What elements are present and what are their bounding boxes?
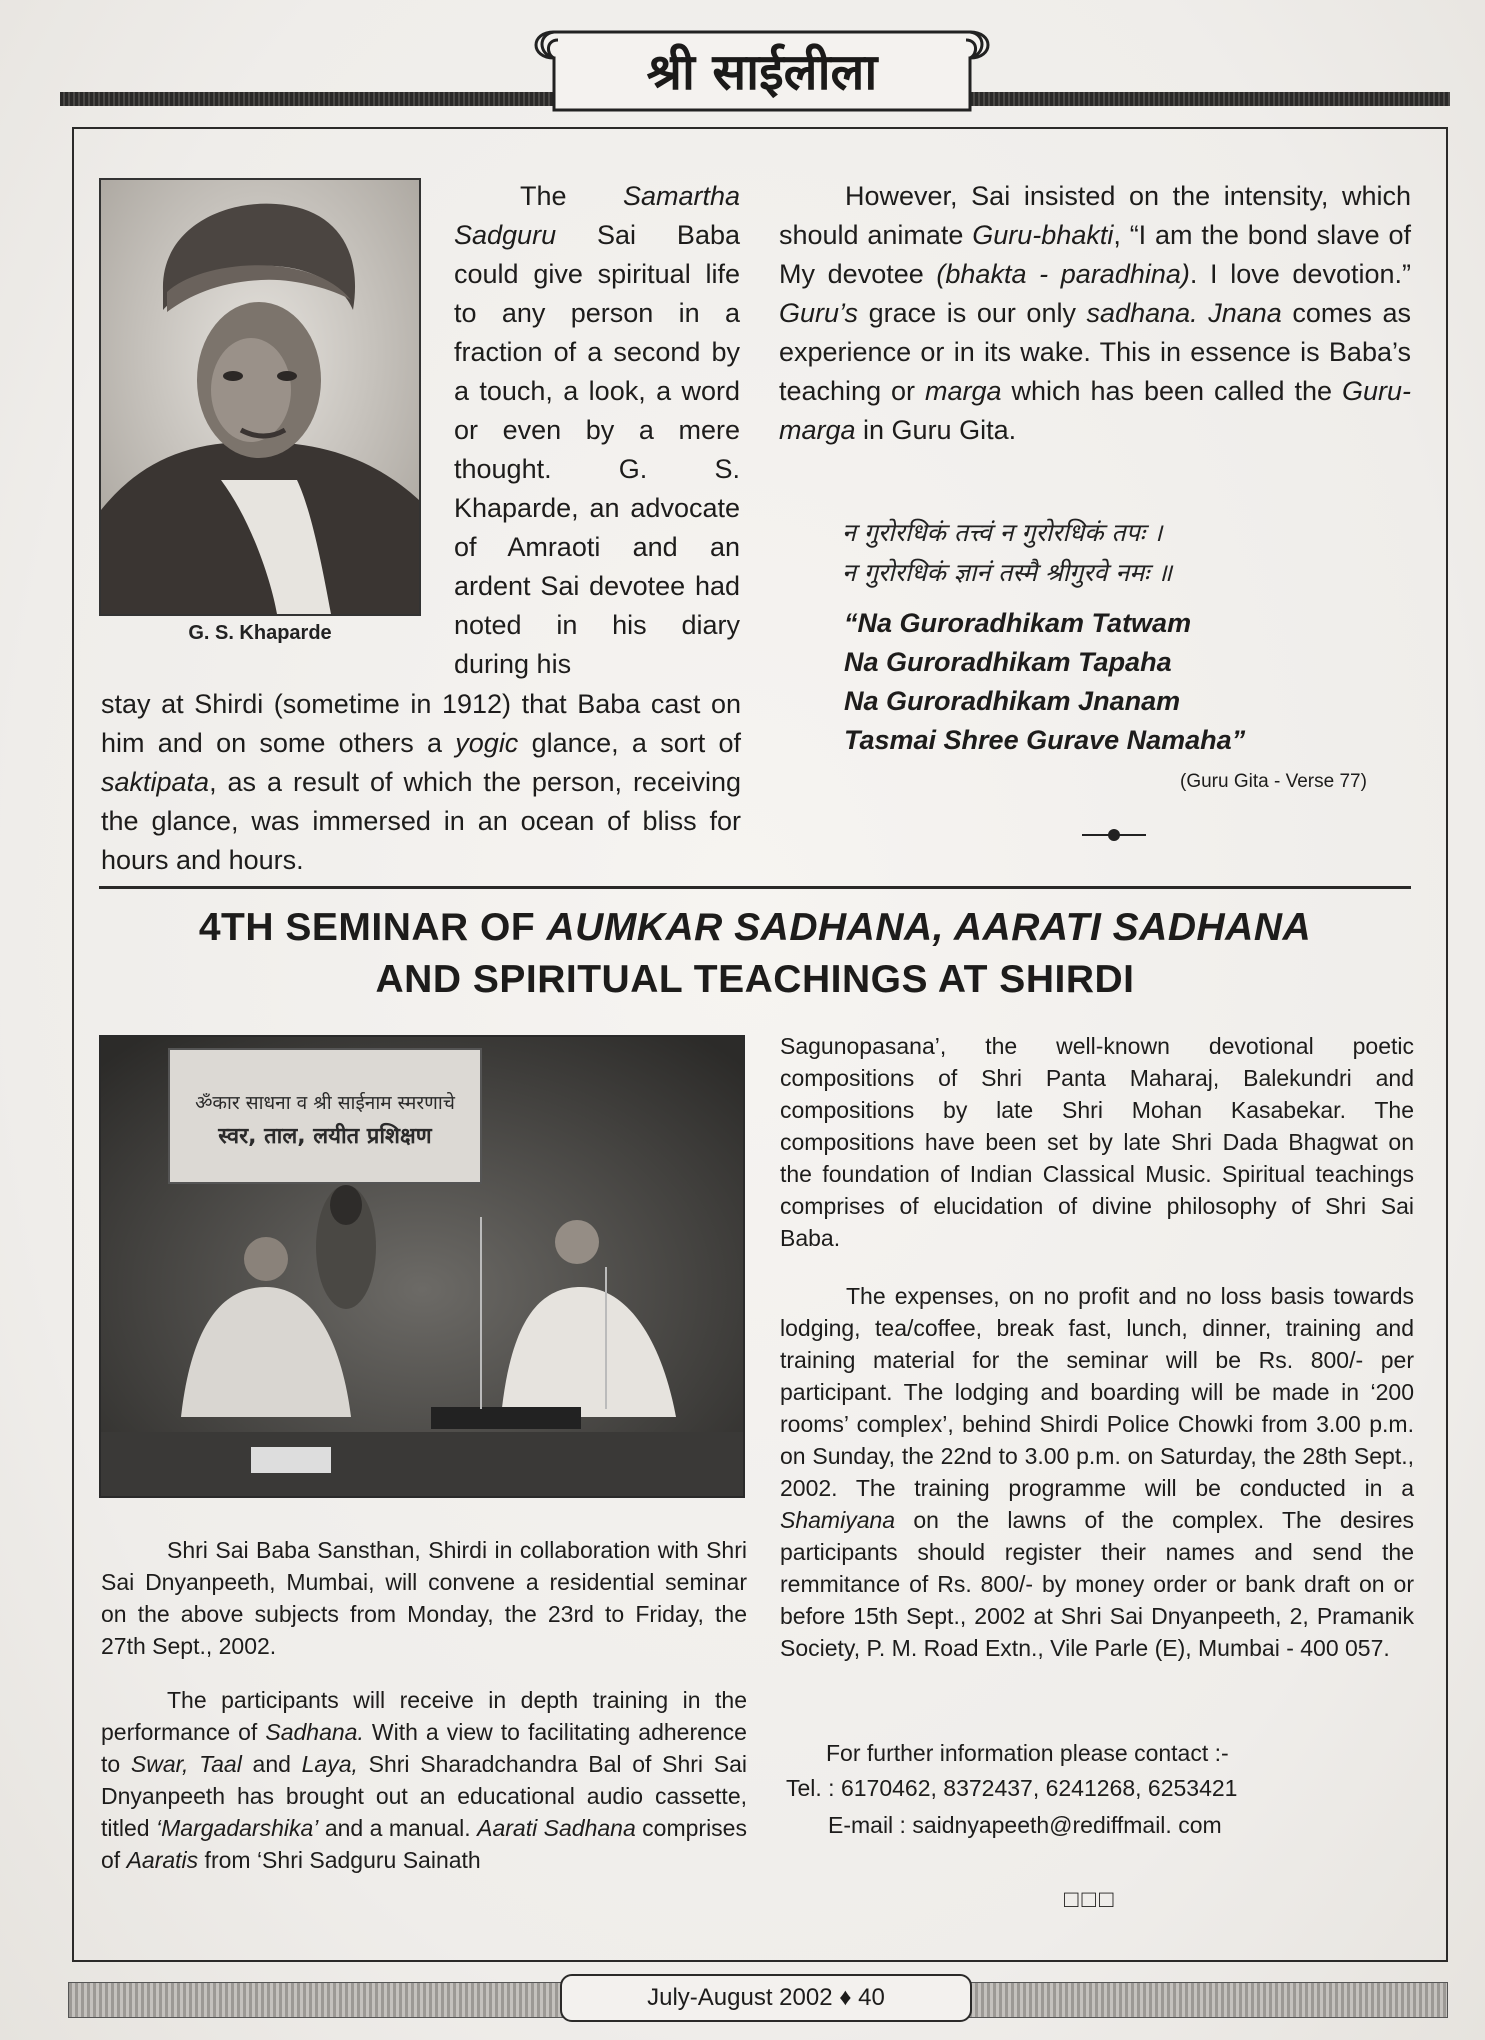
seminar-paragraph-2: The participants will receive in depth training in the performance of Sadhana. With a view to facilitating adherence to Swar, Taal and Laya, Shri Sharadchandra Bal of Shri Sai Dnyanpeeth has brought out an educational audio cassette, titled ‘Margadarshika’ and a manual. Aarati Sadhana comprises of Aaratis from ‘Shri Sadguru Sainath xyxy=(101,1687,748,1873)
verse-line: Na Guroradhikam Tapaha xyxy=(844,647,1172,677)
contact-email: E-mail : saidnyapeeth@rediffmail. com xyxy=(828,1812,1222,1838)
masthead-scroll xyxy=(524,18,1000,122)
footer-issue-page: July-August 2002 ♦ 40 xyxy=(560,1974,972,2022)
masthead-title: श्री साईलीला xyxy=(646,42,878,101)
banner-text-1: ॐकार साधना व श्री साईनाम स्मरणाचे xyxy=(195,1092,455,1114)
verse-line: Tasmai Shree Gurave Namaha” xyxy=(844,725,1246,755)
sanskrit-verse-line-2: न गुरोरधिकं ज्ञानं तस्मै श्रीगुरवे नमः ॥ xyxy=(842,558,1173,587)
intro-full-text: stay at Shirdi (sometime in 1912) that Baba cast on him and on some others a yogic glance, a sort of saktipata, as a result of which the person, receiving the glance, was immersed in an ocean of bliss for hours and hours. xyxy=(101,689,741,875)
contact-telephone: Tel. : 6170462, 8372437, 6241268, 6253421 xyxy=(786,1775,1238,1801)
section-ornament xyxy=(1082,828,1146,842)
banner-text-2: स्वर, ताल, लयीत प्रशिक्षण xyxy=(218,1124,432,1149)
contact-label: For further information please contact :- xyxy=(826,1740,1229,1766)
guru-bhakti-paragraph: However, Sai insisted on the intensity, which should animate Guru-bhakti, “I am the bond slave of My devotee (bhakta - paradhina). I love devotion.” Guru’s grace is our only sadhana. Jnana comes as experience or in its wake. This in essence is Baba’s teaching or marga which has been called the Guru-marga in Guru Gita. xyxy=(779,181,1411,445)
article-heading-line-1: 4TH SEMINAR OF AUMKAR SADHANA, AARATI SADHANA xyxy=(198,906,1312,949)
portrait-photo xyxy=(99,178,421,616)
seminar-paragraph-1: Shri Sai Baba Sansthan, Shirdi in collaboration with Shri Sai Dnyanpeeth, Mumbai, will convene a residential seminar on the above subjects from Monday, the 23rd to Friday, the 27th Sept., 2002. xyxy=(101,1537,747,1659)
end-mark: □□□ xyxy=(1064,1886,1117,1913)
portrait-caption: G. S. Khaparde xyxy=(188,622,332,644)
section-divider xyxy=(99,886,1411,889)
sanskrit-verse-line-1: न गुरोरधिकं तत्त्वं न गुरोरधिकं तपः । xyxy=(842,518,1163,547)
verse-line: “Na Guroradhikam Tatwam xyxy=(844,608,1192,638)
seminar-photo xyxy=(99,1035,745,1498)
verse-source: (Guru Gita - Verse 77) xyxy=(1180,771,1367,792)
verse-line: Na Guroradhikam Jnanam xyxy=(844,686,1181,716)
article-heading-line-2: AND SPIRITUAL TEACHINGS AT SHIRDI xyxy=(375,958,1135,1001)
intro-wrap-text: The Samartha Sadguru Sai Baba could give spiritual life to any person in a fraction of a second by a touch, a look, a word or even by a mere thought. G. S. Khaparde, an advocate of Amraoti and an ardent Sai devotee had noted in his diary during his xyxy=(454,181,740,679)
seminar-paragraph-4: The expenses, on no profit and no loss basis towards lodging, tea/coffee, break fast, lunch, dinner, training and training material for the seminar will be Rs. 800/- per participant. The lodging and boarding will be made in ‘200 rooms’ complex’, behind Shirdi Police Chowki from 3.00 p.m. on Sunday, the 22nd to 3.00 p.m. on Saturday, the 28th Sept., 2002. The training programme will be conducted in a Shamiyana on the lawns of the complex. The desires participants should register their names and send the remmitance of Rs. 800/- by money order or bank draft on or before 15th Sept., 2002 at Shri Sai Dnyanpeeth, 2, Pramanik Society, P. M. Road Extn., Vile Parle (E), Mumbai - 400 057. xyxy=(780,1283,1414,1661)
seminar-paragraph-3: Sagunopasana’, the well-known devotional poetic compositions of Shri Panta Maharaj, Balekundri and compositions by late Shri Mohan Kasabekar. The compositions have been set by late Shri Dada Bhagwat on the foundation of Indian Classical Music. Spiritual teachings comprises of elucidation of divine philosophy of Shri Sai Baba. xyxy=(780,1033,1414,1251)
